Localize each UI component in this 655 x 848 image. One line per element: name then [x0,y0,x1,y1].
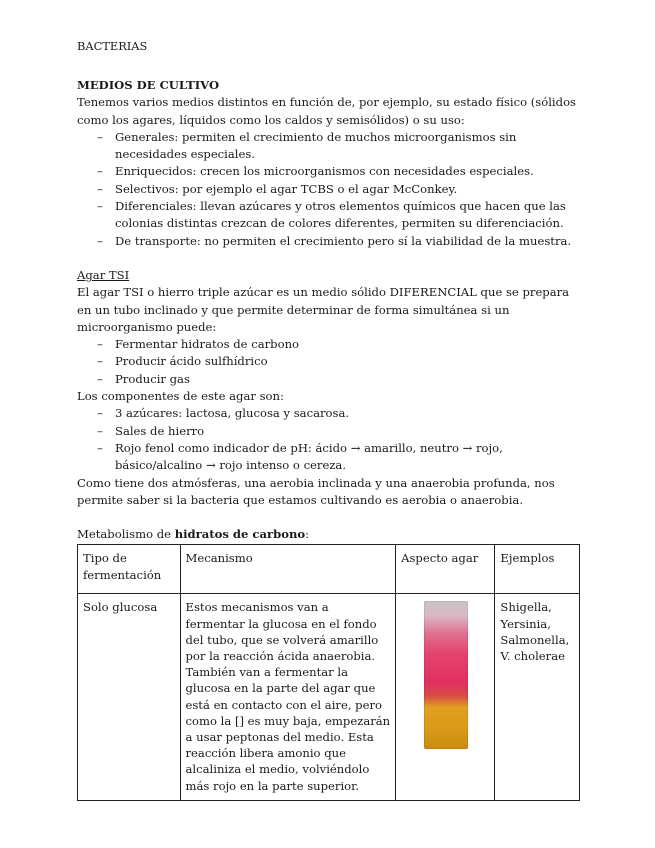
mecanismo-part-1: Estos mecanismos van a fermentar la glucosa en el fondo del tubo, que se volverá amarillo por la reacción ácida anaerobia. [185,600,379,664]
cell-tipo: Solo glucosa [78,594,181,800]
closing-paragraph: Como tiene dos atmósferas, una aerobia inclinada y una anaerobia profunda, nos permite saber si la bacteria que estamos cultivando es aerobia o anaerobia. [77,475,555,507]
page-header: BACTERIAS [77,39,148,53]
list-item: – De transporte: no permiten el crecimiento pero sí la viabilidad de la muestra. [97,233,572,248]
header-tipo: Tipo de fermentación [78,545,181,594]
list-item-text: Enriquecidos: crecen los microorganismos con necesidades especiales. [115,164,534,179]
list-item-text: Producir gas [115,371,190,386]
list-item-text: Fermentar hidratos de carbono [115,337,300,352]
agar-tube-image [424,601,468,749]
table-row [78,594,580,800]
cell-aspecto [396,594,495,800]
list-item-text: Sales de hierro [115,423,205,438]
components-intro: Los componentes de este agar son: [77,389,284,404]
list-item: – Rojo fenol como indicador de pH: ácido → amarillo, neutro → rojo, básico/alcalino → rojo intenso o cereza. [97,440,503,473]
list-item: – Fermentar hidratos de carbono [97,337,300,352]
list-item-text: Producir ácido sulfhídrico [115,354,268,369]
list-item: – Selectivos: por ejemplo el agar TCBS o el agar McConkey. [97,181,458,196]
medios-list [77,129,587,250]
header-mecanismo: Mecanismo [180,545,396,594]
components-list [77,405,587,474]
list-item-text: De transporte: no permiten el crecimiento pero sí la viabilidad de la muestra. [115,233,572,248]
header-aspecto: Aspecto agar [396,545,495,594]
mecanismo-part-2: También van a fermentar la glucosa en la parte del agar que está en contacto con el aire, pero como la [] es muy baja, empezarán a usar peptonas del medio. Esta reacción libera amonio que alcaliniza el medio, volviéndolo más rojo en la parte superior. [185,665,391,793]
header-ejemplos: Ejemplos [495,545,580,594]
abilities-list [77,336,587,388]
caption-prefix: Metabolismo de [77,527,175,542]
list-item-text: 3 azúcares: lactosa, glucosa y sacarosa. [115,406,350,421]
caption-suffix: : [305,527,310,542]
carbohydrate-metabolism-table [77,544,580,800]
list-item: – Producir ácido sulfhídrico [97,354,268,369]
list-item: – Enriquecidos: crecen los microorganismos con necesidades especiales. [97,164,534,179]
table-header-row [78,545,580,594]
list-item-text: Rojo fenol como indicador de pH: ácido → amarillo, neutro → rojo, básico/alcalino → rojo intenso o cereza. [115,440,503,473]
table-caption [77,526,587,543]
list-item: – 3 azúcares: lactosa, glucosa y sacarosa. [97,406,350,421]
list-item-text: Selectivos: por ejemplo el agar TCBS o el agar McConkey. [115,181,458,196]
document-body [77,77,587,801]
list-item: – Generales: permiten el crecimiento de muchos microorganismos sin necesidades especiales. [97,129,517,162]
list-item-text: Diferenciales: llevan azúcares y otros elementos químicos que hacen que las colonias distintas crezcan de colores diferentes, permiten su diferenciación. [115,199,566,231]
section-heading-agar-tsi: Agar TSI [77,267,130,282]
cell-mecanismo [180,594,396,800]
cell-ejemplos: Shigella, Yersinia, Salmonella, V. cholerae [495,594,580,800]
list-item: – Producir gas [97,371,190,386]
section-heading-medios: MEDIOS DE CULTIVO [77,78,220,92]
caption-bold: hidratos de carbono [174,527,306,542]
section-intro-agar-tsi: El agar TSI o hierro triple azúcar es un medio sólido DIFERENCIAL que se prepara en un tubo inclinado y que permite determinar de forma simultánea si un microorganismo puede: [77,285,570,334]
list-item-text: Generales: permiten el crecimiento de muchos microorganismos sin necesidades especiales. [115,129,517,162]
section-intro-medios: Tenemos varios medios distintos en función de, por ejemplo, su estado físico (sólidos como los agares, líquidos como los caldos y semisólidos) o su uso: [77,95,576,127]
list-item: – Sales de hierro [97,423,205,438]
list-item: – Diferenciales: llevan azúcares y otros elementos químicos que hacen que las colonias distintas crezcan de colores diferentes, permiten su diferenciación. [97,199,566,231]
